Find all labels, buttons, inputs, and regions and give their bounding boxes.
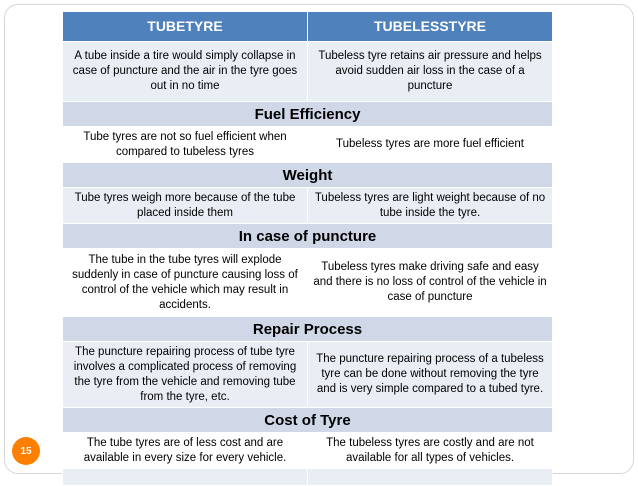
table-row [63, 249, 553, 317]
cell-tubeless-tyre: Tubeless tyres are more fuel efficient [308, 127, 553, 163]
table-row [63, 188, 553, 224]
section-header-row [63, 163, 553, 188]
table-header-row [63, 12, 553, 42]
cell-tubeless-tyre: Tubeless tyres are light weight because of no tube inside the tyre. [308, 188, 553, 224]
section-header-row [63, 317, 553, 342]
section-header-row [63, 224, 553, 249]
table-row [63, 42, 553, 102]
table-row [63, 127, 553, 163]
table-row [63, 433, 553, 469]
section-title-puncture: In case of puncture [63, 224, 553, 249]
table-filler-row [63, 469, 553, 486]
cell-tube-tyre: Tube tyres weigh more because of the tube placed inside them [63, 188, 308, 224]
section-header-row [63, 408, 553, 433]
cell-tube-tyre: The puncture repairing process of tube tyre involves a complicated process of removing the tyre from the vehicle and removing tube from the tyre, etc. [63, 342, 308, 408]
section-title-cost-of-tyre: Cost of Tyre [63, 408, 553, 433]
cell-tube-tyre: A tube inside a tire would simply collapse in case of puncture and the air in the tyre goes out in no time [63, 42, 308, 102]
filler-cell [308, 469, 553, 486]
comparison-table [62, 11, 553, 486]
cell-tube-tyre: Tube tyres are not so fuel efficient when compared to tubeless tyres [63, 127, 308, 163]
cell-tubeless-tyre: Tubeless tyre retains air pressure and helps avoid sudden air loss in the case of a puncture [308, 42, 553, 102]
section-title-fuel-efficiency: Fuel Efficiency [63, 102, 553, 127]
cell-tubeless-tyre: The tubeless tyres are costly and are not available for all types of vehicles. [308, 433, 553, 469]
filler-cell [63, 469, 308, 486]
section-header-row [63, 102, 553, 127]
header-tube-tyre: TUBETYRE [63, 12, 308, 42]
cell-tubeless-tyre: Tubeless tyres make driving safe and easy and there is no loss of control of the vehicle in case of puncture [308, 249, 553, 317]
cell-tube-tyre: The tube tyres are of less cost and are available in every size for every vehicle. [63, 433, 308, 469]
cell-tube-tyre: The tube in the tube tyres will explode suddenly in case of puncture causing loss of control of the vehicle which may result in accidents. [63, 249, 308, 317]
page-number-badge: 15 [12, 437, 40, 465]
header-tubeless-tyre: TUBELESSTYRE [308, 12, 553, 42]
table-row [63, 342, 553, 408]
section-title-weight: Weight [63, 163, 553, 188]
cell-tubeless-tyre: The puncture repairing process of a tubeless tyre can be done without removing the tyre and is very simple compared to a tubed tyre. [308, 342, 553, 408]
section-title-repair-process: Repair Process [63, 317, 553, 342]
